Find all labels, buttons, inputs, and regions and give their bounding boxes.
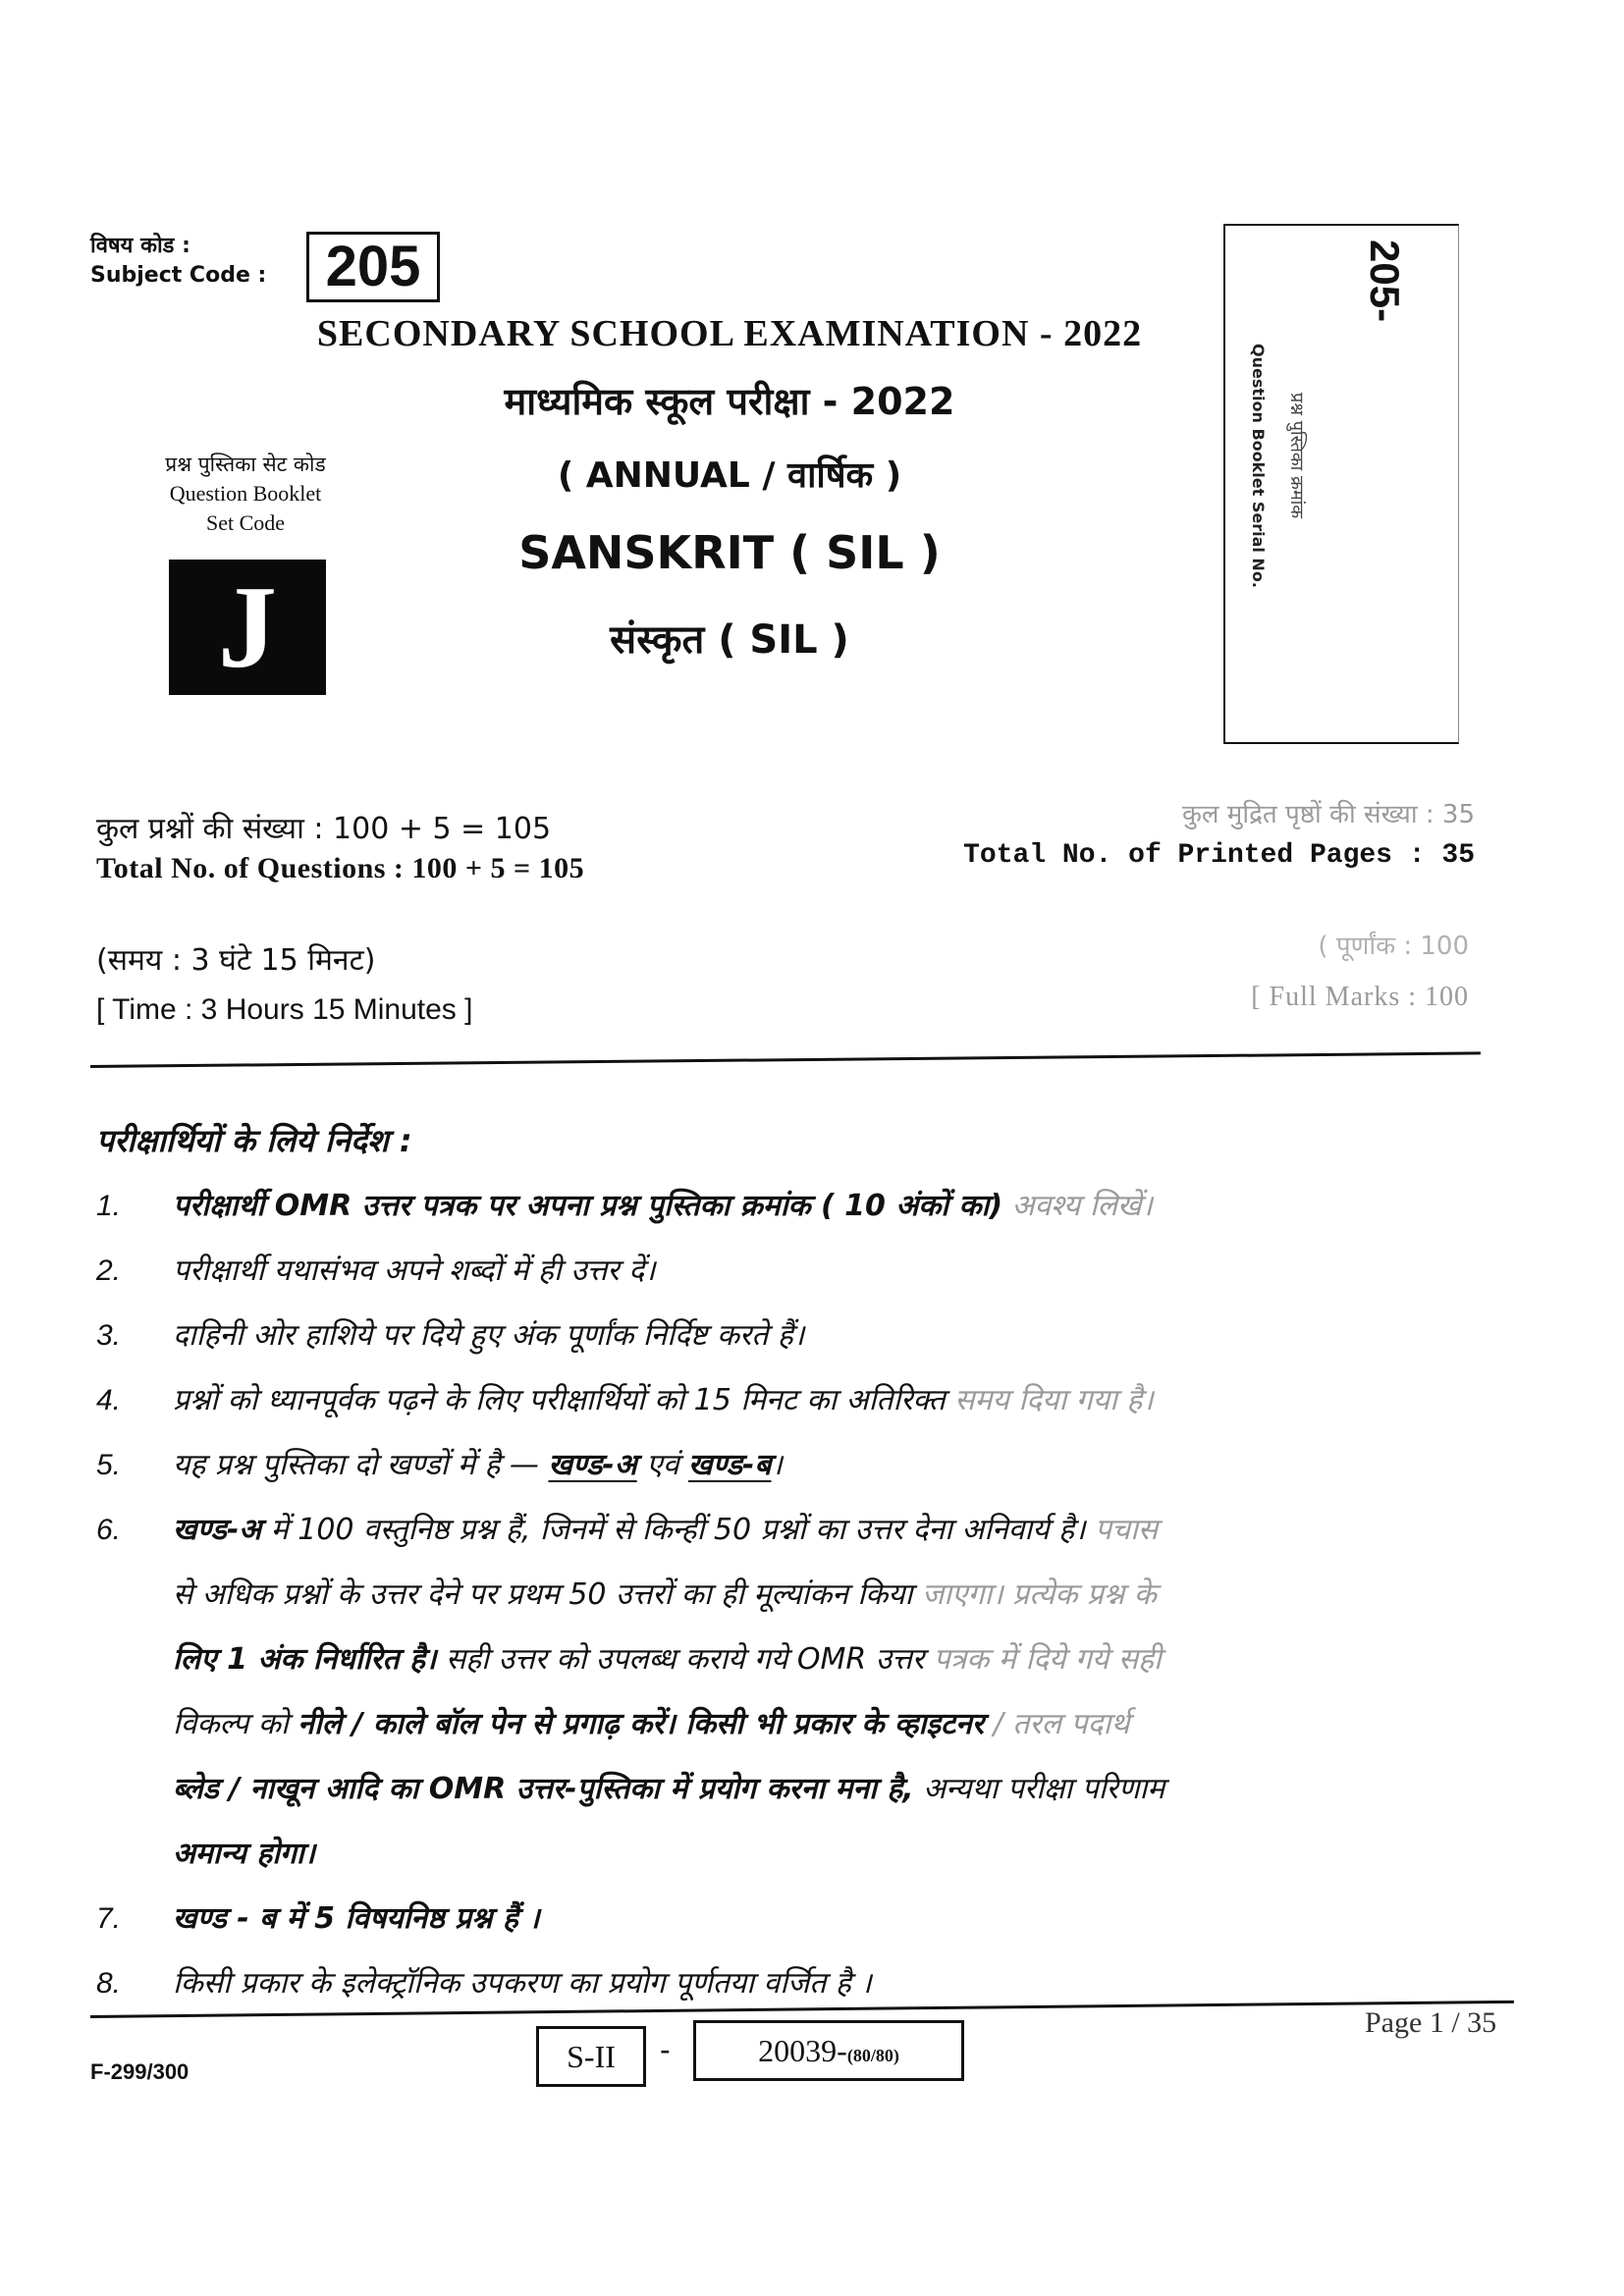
divider-top (90, 1051, 1481, 1068)
instruction-6-line-5: ब्लेड / नाखून आदि का OMR उत्तर-पुस्तिका में प्रयोग करना मना है, अन्यथा परीक्षा परिणाम (173, 1772, 1165, 1806)
full-marks-hi: ( पूर्णांक : 100 (1318, 932, 1469, 961)
exam-title-hi: माध्यमिक स्कूल परीक्षा - 2022 (504, 380, 955, 423)
set-code-badge: J (169, 560, 326, 695)
subject-code-label-hi: विषय कोड : (90, 234, 190, 258)
instruction-6-line-4: विकल्प को नीले / काले बॉल पेन से प्रगाढ़ करें। किसी भी प्रकार के व्हाइटनर / तरल पदार्थ (173, 1707, 1130, 1741)
exam-title-en: SECONDARY SCHOOL EXAMINATION - 2022 (316, 313, 1143, 354)
series-box: S-II (536, 2026, 646, 2087)
serial-code: 205- (1362, 240, 1408, 323)
instruction-5: 5. यह प्रश्न पुस्तिका दो खण्डों में है — खण्ड-अ एवं खण्ड-ब। (96, 1448, 783, 1482)
instructions-list (96, 1174, 1530, 2016)
subject-code-label-en: Subject Code : (90, 263, 267, 288)
set-code-label (108, 450, 383, 538)
set-code-label-hi: प्रश्न पुस्तिका सेट कोड (165, 453, 326, 476)
instructions-heading: परीक्षार्थियों के लिये निर्देश : (96, 1122, 412, 1159)
footer-separator: - (660, 2032, 671, 2067)
instruction-3: 3. दाहिनी ओर हाशिये पर दिये हुए अंक पूर्णांक निर्दिष्ट करते हैं। (96, 1318, 805, 1353)
set-code-label-en-2: Set Code (205, 510, 286, 535)
instruction-8: 8. किसी प्रकार के इलेक्ट्रॉनिक उपकरण का प्रयोग पूर्णतया वर्जित है । (96, 1966, 872, 2001)
total-pages-hi: कुल मुद्रित पृष्ठों की संख्या : 35 (1181, 800, 1475, 829)
serial-label-hi: प्रश्न पुस्तिका क्रमांक (1286, 393, 1307, 519)
print-code: F-299/300 (90, 2059, 189, 2084)
instruction-6-line-2: से अधिक प्रश्नों के उत्तर देने पर प्रथम 50 उत्तरों का ही मूल्यांकन किया जाएगा। प्रत्येक प्रश्न के (173, 1577, 1157, 1612)
section-b-label: खण्ड-ब (688, 1448, 772, 1482)
instruction-6-line-3: लिए 1 अंक निर्धारित है। सही उत्तर को उपलब्ध कराये गये OMR उत्तर पत्रक में दिये गये सही (173, 1642, 1162, 1677)
total-questions-en: Total No. of Questions : 100 + 5 = 105 (96, 852, 585, 884)
subject-code-label (90, 232, 266, 291)
instruction-1: 1. परीक्षार्थी OMR उत्तर पत्रक पर अपना प्रश्न पुस्तिका क्रमांक ( 10 अंकों का) अवश्य लिखें। (96, 1189, 1153, 1223)
booklet-serial-box (1223, 224, 1459, 744)
page-number: Page 1 / 35 (1365, 2006, 1497, 2039)
time-hi: (समय : 3 घंटे 15 मिनट) (96, 943, 376, 978)
instruction-6: 6. खण्ड-अ में 100 वस्तुनिष्ठ प्रश्न हैं, जिनमें से किन्हीं 50 प्रश्नों का उत्तर देना अनिवार्य है। पचास (96, 1513, 1159, 1547)
section-a-label: खण्ड-अ (548, 1448, 637, 1482)
instruction-7: 7. खण्ड - ब में 5 विषयनिष्ठ प्रश्न हैं । (96, 1901, 540, 1936)
serial-label-en: Question Booklet Serial No. (1249, 344, 1268, 588)
total-pages-en: Total No. of Printed Pages : 35 (963, 840, 1475, 871)
instruction-2: 2. परीक्षार्थी यथासंभव अपने शब्दों में ही उत्तर दें। (96, 1254, 656, 1288)
full-marks-en: [ Full Marks : 100 (1251, 982, 1469, 1012)
subject-code-box: 205 (306, 232, 440, 302)
total-questions-hi: कुल प्रश्नों की संख्या : 100 + 5 = 105 (96, 812, 552, 846)
subject-title-hi: संस्कृत ( SIL ) (610, 617, 849, 663)
booklet-code-box: 20039-(80/80) (693, 2020, 964, 2081)
exam-type: ( ANNUAL / वार्षिक ) (557, 455, 902, 496)
instruction-6-line-6: अमान्य होगा। (173, 1837, 316, 1871)
instruction-4: 4. प्रश्नों को ध्यानपूर्वक पढ़ने के लिए परीक्षार्थियों को 15 मिनट का अतिरिक्त समय दिया गया है। (96, 1383, 1154, 1417)
subject-title-en: SANSKRIT ( SIL ) (518, 526, 941, 579)
set-code-label-en-1: Question Booklet (169, 481, 322, 506)
time-en: [ Time : 3 Hours 15 Minutes ] (96, 993, 473, 1026)
